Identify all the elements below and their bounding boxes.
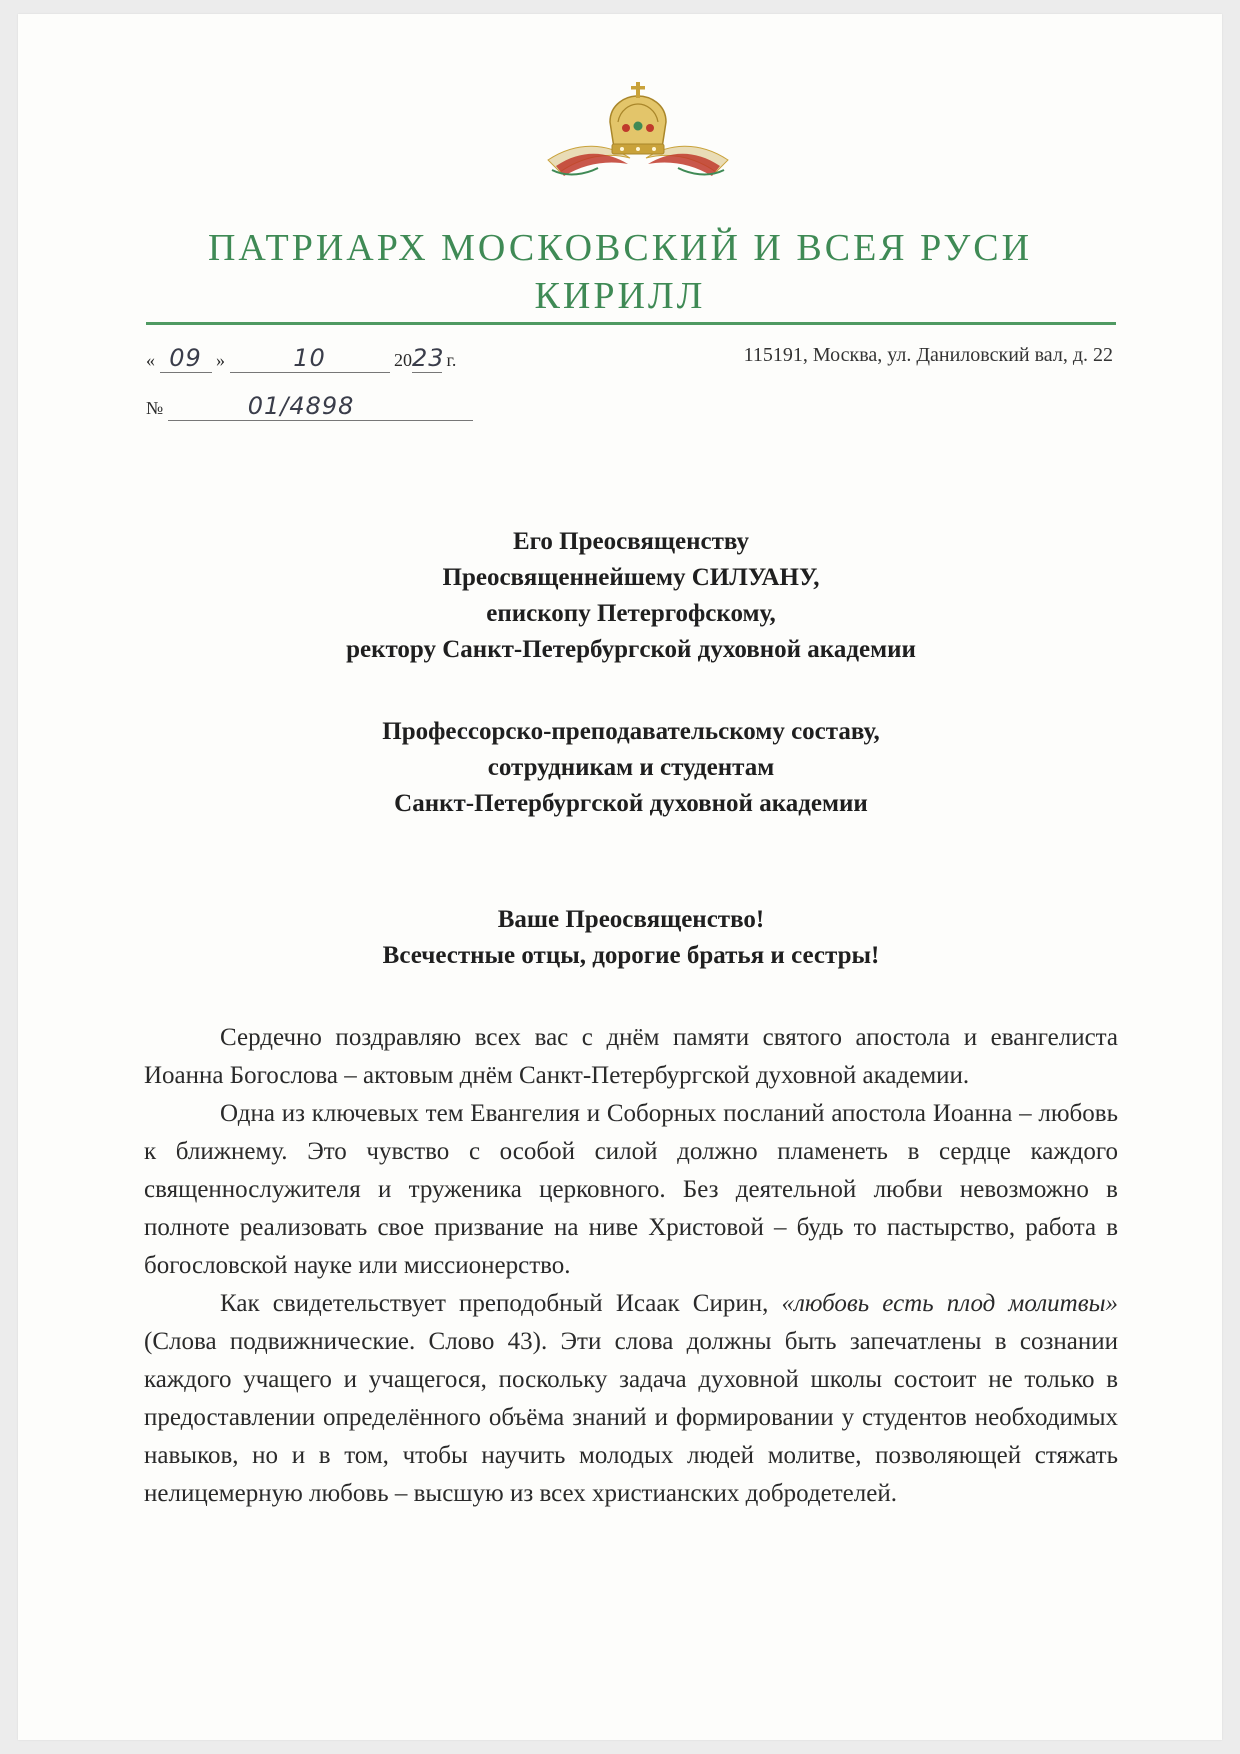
- greeting-line: Ваше Преосвященство!: [497, 906, 765, 933]
- recipient-block: [146, 524, 1116, 668]
- body-paragraph-2: Одна из ключевых тем Евангелия и Соборных посланий апостола Иоанна – любовь к ближнему. Это чувство с особой силой должно пламенеть в сердце каждого священнослужителя и труженика церковного. Без деятельной любви невозможно в полноте реализовать свое призвание на ниве Христовой – будь то пастырство, работа в богословской науке или миссионерство.: [144, 1100, 1118, 1279]
- recipient-line: Преосвященнейшему СИЛУАНУ,: [442, 564, 820, 591]
- recipient-line: ректору Санкт-Петербургской духовной академии: [346, 636, 916, 663]
- year-abbr: г.: [446, 350, 457, 370]
- open-quote: «: [146, 350, 155, 370]
- recipient-line: Профессорско-преподавательскому составу,: [382, 718, 880, 745]
- isaac-quote: «любовь есть плод молитвы»: [781, 1290, 1118, 1317]
- date-day: 09: [169, 344, 202, 372]
- letterhead-line-1: ПАТРИАРХ МОСКОВСКИЙ И ВСЕЯ РУСИ: [207, 227, 1033, 269]
- number-sign: №: [146, 398, 164, 418]
- recipient-block-2: [146, 714, 1116, 822]
- address: 115191, Москва, ул. Даниловский вал, д. 22: [743, 344, 1113, 366]
- letterhead-divider: [146, 322, 1116, 325]
- body-paragraph-3: [144, 1285, 1118, 1513]
- date-month: 10: [293, 344, 326, 372]
- document-number: 01/4898: [247, 392, 355, 420]
- body-paragraph-1: Сердечно поздравляю всех вас с днём памяти святого апостола и евангелиста Иоанна Богослова – актовым днём Санкт-Петербургской духовной академии.: [144, 1024, 1118, 1089]
- close-quote: »: [216, 350, 225, 370]
- recipient-line: сотрудникам и студентам: [487, 754, 775, 781]
- patriarchal-crown-emblem: [538, 82, 738, 192]
- greeting-block: [146, 902, 1116, 974]
- letter-body: [144, 1019, 1118, 1513]
- p3-start: Как свидетельствует преподобный Исаак Сирин,: [220, 1290, 782, 1317]
- date-year: 23: [412, 344, 445, 372]
- letterhead-line-2: КИРИЛЛ: [534, 275, 706, 317]
- greeting-line: Всечестные отцы, дорогие братья и сестры!: [382, 942, 880, 969]
- letter-page: [18, 14, 1222, 1740]
- letterhead-title: [138, 224, 1102, 320]
- date-line: [146, 344, 456, 373]
- year-prefix: 20: [394, 350, 412, 370]
- recipient-line: Его Преосвященству: [512, 528, 750, 555]
- p3-end: (Слова подвижнические. Слово 43). Эти слова должны быть запечатлены в сознании каждого учащего и учащегося, поскольку задача духовной школы состоит не только в предоставлении определённого объёма знаний и формировании у студентов необходимых навыков, но и в том, чтобы научить молодых людей молитве, позволяющей стяжать нелицемерную любовь – высшую из всех христианских добродетелей.: [144, 1328, 1118, 1507]
- document-number-line: [146, 392, 473, 421]
- recipient-line: епископу Петергофскому,: [486, 600, 776, 627]
- recipient-line: Санкт-Петербургской духовной академии: [394, 790, 868, 817]
